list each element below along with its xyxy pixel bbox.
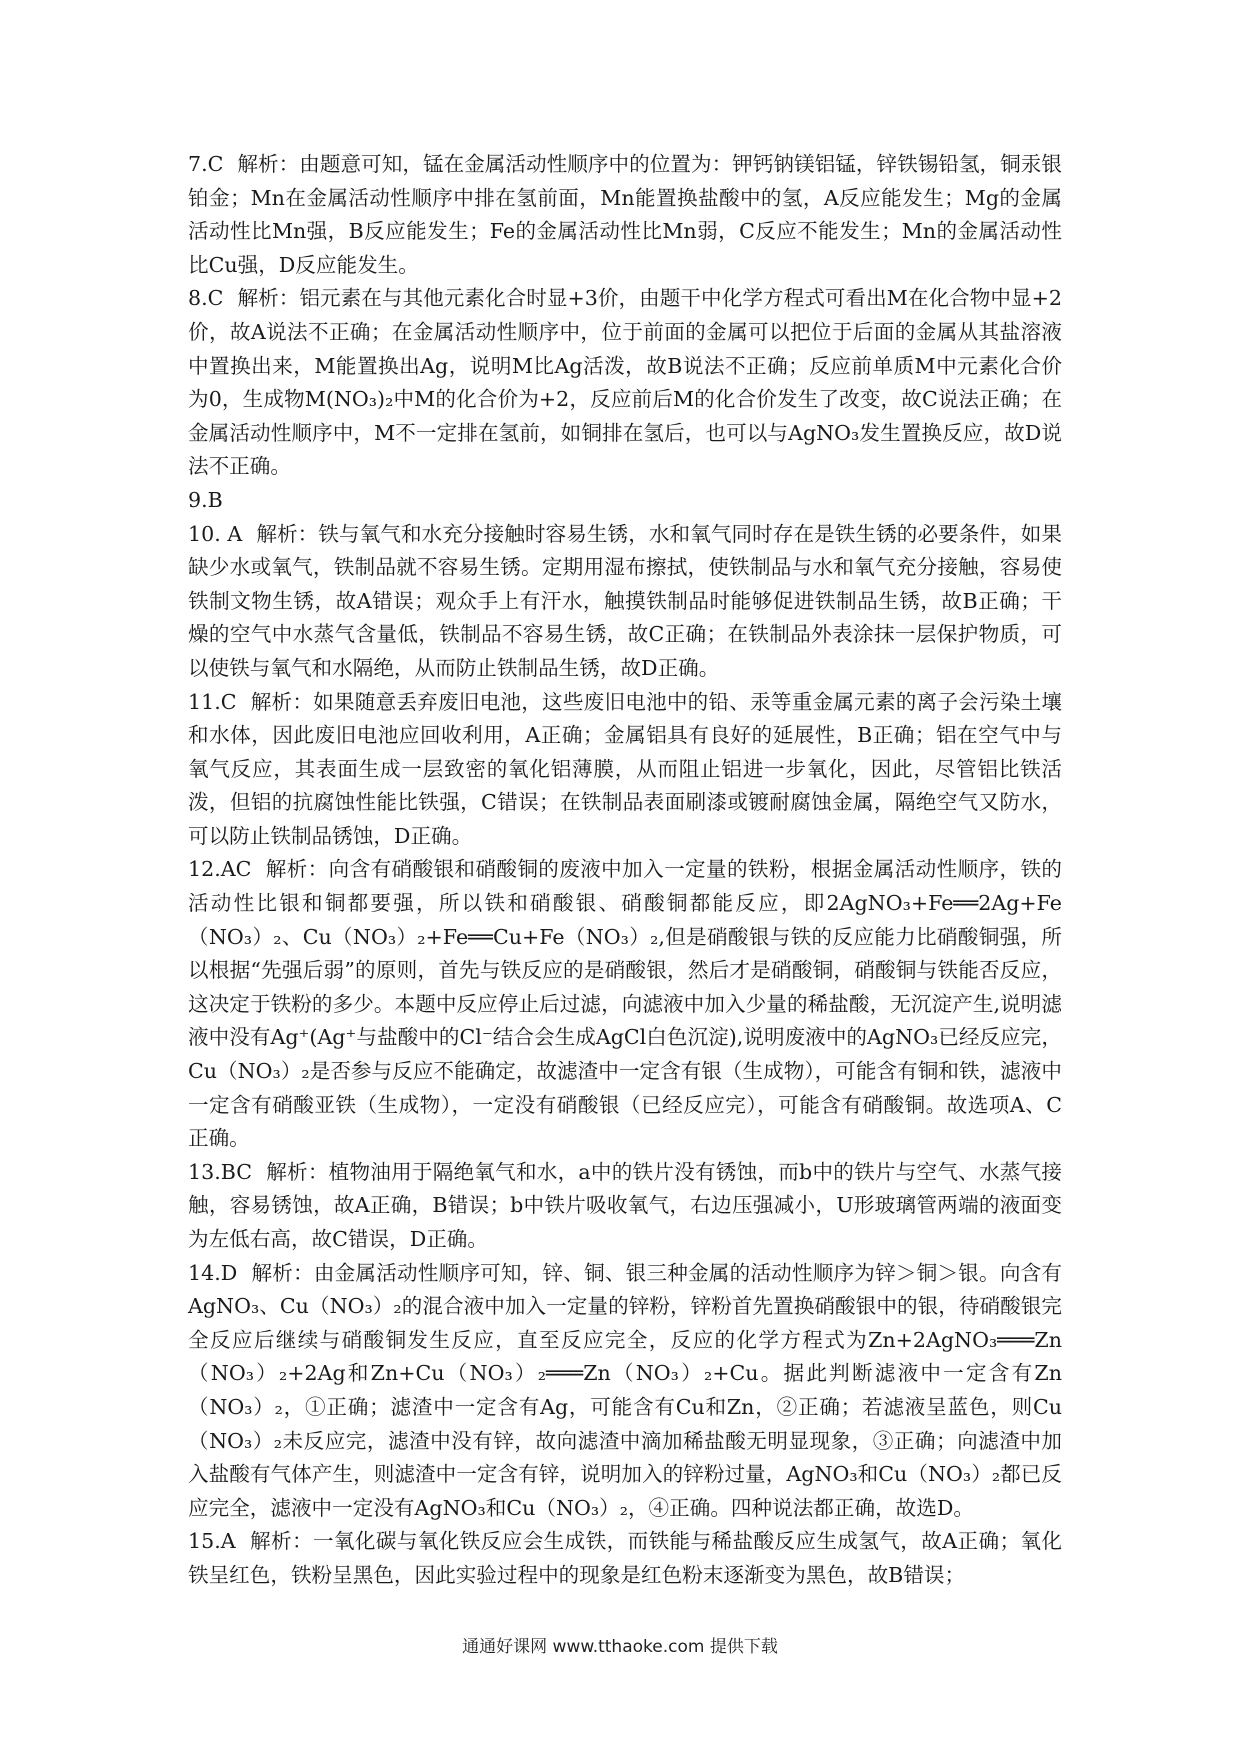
answer-item-12 (188, 853, 1062, 1155)
answer-explanation: 解析：铁与氧气和水充分接触时容易生锈，水和氧气同时存在是铁生锈的必要条件，如果缺少水或氧气，铁制品就不容易生锈。定期用湿布擦拭，使铁制品与水和氧气充分接触，容易使铁制文物生锈，故A错误；观众手上有汗水，触摸铁制品时能够促进铁制品生锈，故B正确；干燥的空气中水蒸气含量低，铁制品不容易生锈，故C正确；在铁制品外表涂抹一层保护物质，可以使铁与氧气和水隔绝，从而防止铁制品生锈，故D正确。 (188, 521, 1063, 680)
answer-explanation: 解析：一氧化碳与氧化铁反应会生成铁，而铁能与稀盐酸反应生成氢气，故A正确；氧化铁呈红色，铁粉呈黑色，因此实验过程中的现象是红色粉末逐渐变为黑色，故B错误； (188, 1529, 1062, 1587)
page-footer: 通通好课网 www.tthaoke.com 提供下载 (462, 1637, 778, 1657)
answer-number: 11.C (188, 689, 237, 714)
answer-number: 13.BC (188, 1159, 253, 1184)
answer-item-7 (188, 148, 1062, 282)
answer-number: 14.D (188, 1260, 238, 1285)
answer-number: 7.C (188, 152, 224, 176)
answer-number: 15.A (188, 1529, 236, 1554)
answer-item-9 (188, 484, 1062, 518)
answer-explanation: 解析：向含有硝酸银和硝酸铜的废液中加入一定量的铁粉，根据金属活动性顺序，铁的活动性比银和铜都要强，所以铁和硝酸银、硝酸铜都能反应，即2AgNO₃+Fe══2Ag+Fe（NO₃）₂、Cu（NO₃）₂+Fe══Cu+Fe（NO₃）₂,但是硝酸银与铁的反应能力比硝酸铜强，所以根据“先强后弱”的原则，首先与铁反应的是硝酸银，然后才是硝酸铜，硝酸铜与铁能否反应，这决定于铁粉的多少。本题中反应停止后过滤，向滤液中加入少量的稀盐酸，无沉淀产生,说明滤液中没有Ag⁺(Ag⁺与盐酸中的Cl⁻结合会生成AgCl白色沉淀),说明废液中的AgNO₃已经反应完，Cu（NO₃）₂是否参与反应不能确定，故滤渣中一定含有银（生成物），可能含有铜和铁，滤液中一定含有硝酸亚铁（生成物），一定没有硝酸银（已经反应完），可能含有硝酸铜。故选项A、C正确。 (188, 857, 1062, 1151)
answer-number: 9.B (188, 487, 223, 512)
answer-number: 8.C (188, 286, 224, 311)
answer-explanation: 解析：如果随意丢弃废旧电池，这些废旧电池中的铅、汞等重金属元素的离子会污染土壤和水体，因此废旧电池应回收利用，A正确；金属铝具有良好的延展性，B正确；铝在空气中与氧气反应，其表面生成一层致密的氧化铝薄膜，从而阻止铝进一步氧化，因此，尽管铝比铁活泼，但铝的抗腐蚀性能比铁强，C错误；在铁制品表面刷漆或镀耐腐蚀金属，隔绝空气又防水，可以防止铁制品锈蚀，D正确。 (188, 689, 1062, 848)
answer-item-13 (188, 1156, 1062, 1257)
answer-explanation: 解析：由题意可知，锰在金属活动性顺序中的位置为：钾钙钠镁铝锰，锌铁锡铅氢，铜汞银铂金；Mn在金属活动性顺序中排在氢前面，Mn能置换盐酸中的氢，A反应能发生；Mg的金属活动性比Mn强，B反应能发生；Fe的金属活动性比Mn弱，C反应不能发生；Mn的金属活动性比Cu强，D反应能发生。 (188, 152, 1062, 277)
answer-explanation: 解析：铝元素在与其他元素化合时显+3价，由题干中化学方程式可看出M在化合物中显+2价，故A说法不正确；在金属活动性顺序中，位于前面的金属可以把位于后面的金属从其盐溶液中置换出来，M能置换出Ag，说明M比Ag活泼，故B说法不正确；反应前单质M中元素化合价为0，生成物M(NO₃)₂中M的化合价为+2，反应前后M的化合价发生了改变，故C说法正确；在金属活动性顺序中，M不一定排在氢前，如铜排在氢后，也可以与AgNO₃发生置换反应，故D说法不正确。 (188, 286, 1062, 479)
answer-explanation: 解析：植物油用于隔绝氧气和水，a中的铁片没有锈蚀，而b中的铁片与空气、水蒸气接触，容易锈蚀，故A正确，B错误；b中铁片吸收氧气，右边压强减小，U形玻璃管两端的液面变为左低右高，故C错误，D正确。 (188, 1159, 1062, 1251)
answer-number: 10. A (188, 521, 243, 546)
answer-explanation: 解析：由金属活动性顺序可知，锌、铜、银三种金属的活动性顺序为锌＞铜＞银。向含有AgNO₃、Cu（NO₃）₂的混合液中加入一定量的锌粉，锌粉首先置换硝酸银中的银，待硝酸银完全反应后继续与硝酸铜发生反应，直至反应完全，反应的化学方程式为Zn+2AgNO₃═══Zn（NO₃）₂+2Ag和Zn+Cu（NO₃）₂═══Zn（NO₃）₂+Cu。据此判断滤液中一定含有Zn（NO₃）₂，①正确；滤渣中一定含有Ag，可能含有Cu和Zn，②正确；若滤液呈蓝色，则Cu（NO₃）₂未反应完，滤渣中没有锌，故向滤渣中滴加稀盐酸无明显现象，③正确；向滤渣中加入盐酸有气体产生，则滤渣中一定含有锌，说明加入的锌粉过量，AgNO₃和Cu（NO₃）₂都已反应完全，滤液中一定没有AgNO₃和Cu（NO₃）₂，④正确。四种说法都正确，故选D。 (188, 1260, 1062, 1520)
answer-item-15 (188, 1525, 1062, 1592)
answer-item-14 (188, 1257, 1062, 1526)
answer-item-11 (188, 686, 1062, 854)
answer-number: 12.AC (188, 857, 252, 882)
answer-content (188, 148, 1062, 1593)
answer-item-10 (188, 518, 1062, 686)
answer-item-8 (188, 282, 1062, 484)
